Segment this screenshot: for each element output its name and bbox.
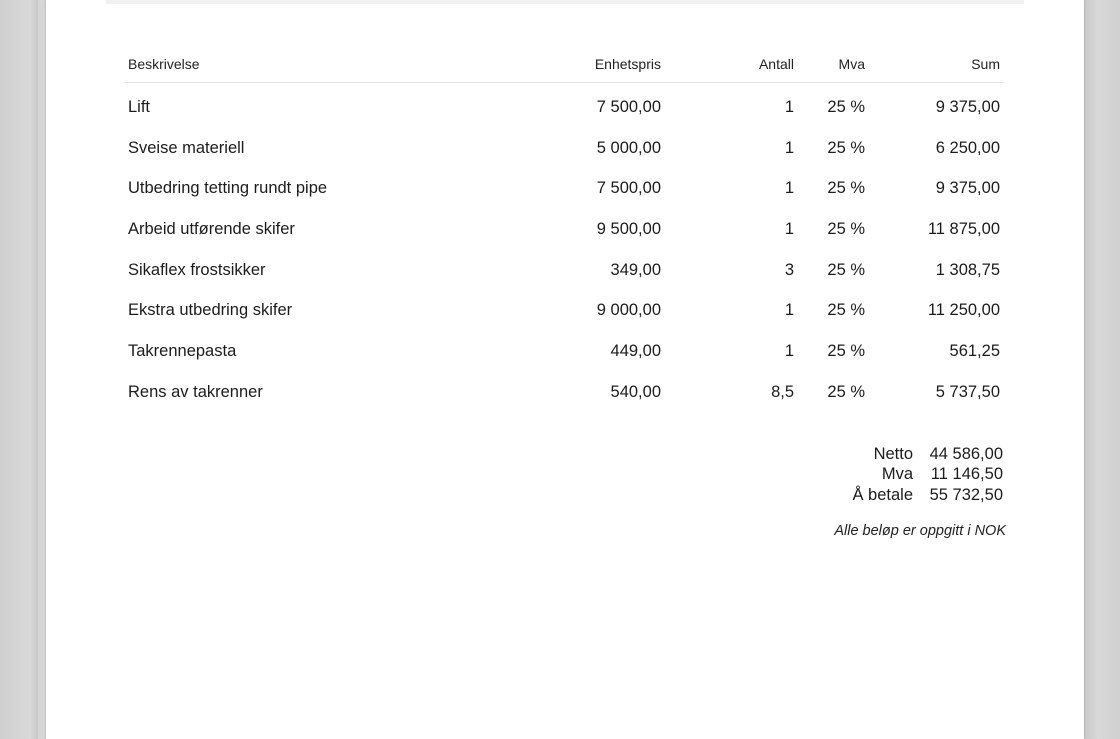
line-sum: 9 375,00 (935, 97, 1000, 116)
vat-total-row (806, 465, 1003, 486)
table-row (124, 83, 1004, 128)
line-sum: 9 375,00 (935, 179, 1000, 198)
table-row (124, 372, 1004, 413)
table-row (124, 168, 1004, 209)
vat-total-value: 11 146,50 (930, 465, 1003, 484)
line-quantity: 1 (784, 219, 794, 238)
line-vat: 25 % (827, 219, 865, 238)
table-row (124, 128, 1004, 169)
net-total-row (806, 444, 1003, 465)
table-row (124, 250, 1004, 291)
line-description: Sikaflex frostsikker (128, 260, 266, 279)
line-unit-price: 449,00 (610, 341, 661, 360)
viewer-left-margin (0, 0, 38, 739)
net-total-value: 44 586,00 (929, 444, 1003, 463)
amount-due-row (806, 485, 1003, 506)
line-vat: 25 % (827, 260, 865, 279)
line-unit-price: 9 000,00 (596, 301, 661, 320)
header-band (106, 0, 1024, 4)
line-unit-price: 540,00 (610, 382, 661, 401)
invoice-page (46, 0, 1084, 739)
table-row (124, 331, 1004, 372)
line-sum: 11 875,00 (927, 219, 1000, 238)
line-quantity: 1 (784, 301, 794, 320)
line-sum: 6 250,00 (935, 138, 1000, 157)
line-vat: 25 % (827, 138, 865, 157)
line-quantity: 1 (784, 97, 794, 116)
line-description: Lift (128, 97, 151, 116)
net-total-label: Netto (873, 444, 913, 463)
line-description: Sveise materiell (128, 138, 245, 157)
amount-due-value: 55 732,50 (929, 485, 1003, 504)
viewer-right-margin (1084, 0, 1120, 739)
line-quantity: 1 (784, 341, 794, 360)
line-quantity: 3 (784, 260, 794, 279)
currency-note: Alle beløp er oppgitt i NOK (834, 523, 1006, 539)
line-unit-price: 9 500,00 (596, 219, 661, 238)
line-unit-price: 349,00 (610, 260, 661, 279)
line-quantity: 1 (784, 138, 794, 157)
line-description: Utbedring tetting rundt pipe (128, 179, 328, 198)
line-description: Takrennepasta (128, 341, 237, 360)
line-sum: 1 308,75 (935, 260, 1000, 279)
line-vat: 25 % (827, 301, 865, 320)
line-description: Rens av takrenner (128, 382, 263, 401)
vat-total-label: Mva (881, 465, 913, 484)
line-sum: 11 250,00 (927, 301, 1000, 320)
column-header-description: Beskrivelse (124, 46, 479, 83)
table-row (124, 209, 1004, 250)
line-sum: 5 737,50 (935, 382, 1000, 401)
line-vat: 25 % (827, 382, 865, 401)
invoice-lines-table (124, 46, 1004, 413)
column-header-quantity: Antall (665, 46, 798, 83)
line-unit-price: 7 500,00 (596, 97, 661, 116)
line-description: Arbeid utførende skifer (128, 219, 295, 238)
line-vat: 25 % (827, 341, 865, 360)
table-row (124, 290, 1004, 331)
totals-block (806, 444, 1003, 506)
column-header-vat: Mva (798, 46, 869, 83)
line-unit-price: 7 500,00 (596, 179, 661, 198)
table-header-row (124, 46, 1004, 83)
column-header-unit-price: Enhetspris (479, 46, 665, 83)
line-quantity: 8,5 (771, 382, 794, 401)
amount-due-label: Å betale (852, 485, 913, 504)
column-header-sum: Sum (869, 46, 1004, 83)
line-unit-price: 5 000,00 (596, 138, 661, 157)
line-description: Ekstra utbedring skifer (128, 301, 293, 320)
line-quantity: 1 (784, 179, 794, 198)
line-vat: 25 % (827, 179, 865, 198)
line-vat: 25 % (827, 97, 865, 116)
line-sum: 561,25 (949, 341, 1000, 360)
